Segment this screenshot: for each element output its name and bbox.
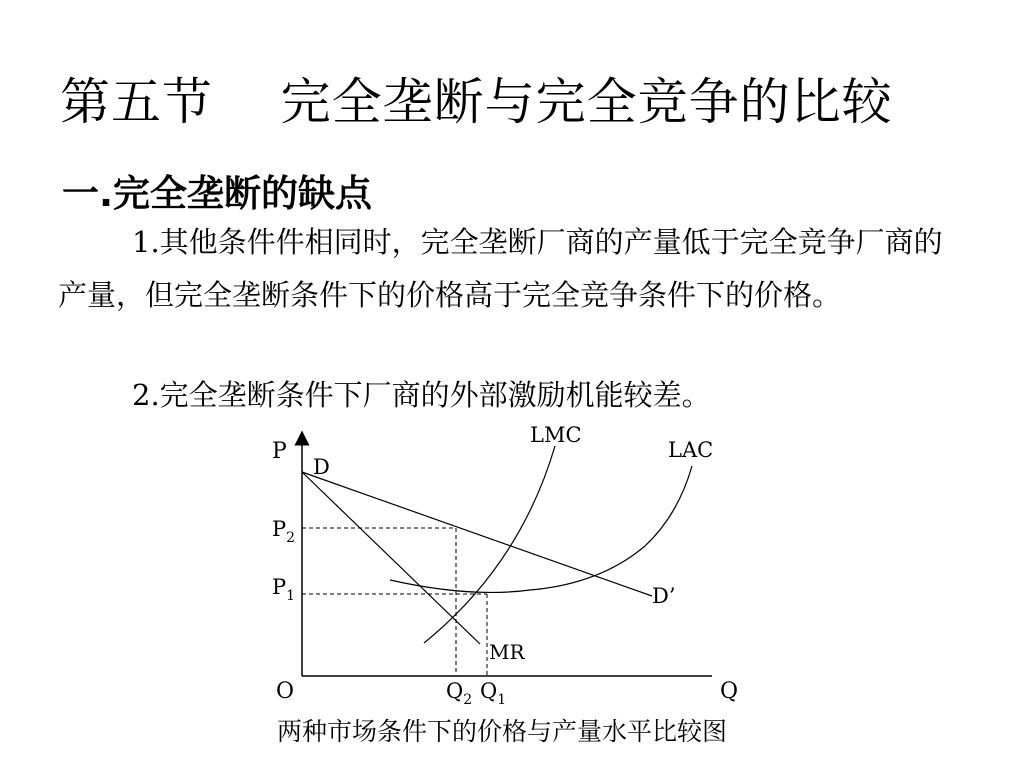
diagram-caption: 两种市场条件下的价格与产量水平比较图	[276, 717, 727, 746]
y-axis-label: P	[272, 439, 287, 464]
mr-curve	[302, 472, 480, 644]
section-heading: 一.完全垄断的缺点	[62, 172, 373, 215]
demand-curve	[302, 472, 652, 596]
slide-title: 第五节 完全垄断与完全竞争的比较	[60, 73, 893, 131]
q1-label: $Q_1$	[480, 679, 507, 708]
p1-label: $P_1$	[272, 575, 296, 604]
q2-label: $Q_2$	[446, 679, 473, 708]
lmc-label: LMC	[530, 423, 582, 447]
paragraph-2: 2.完全垄断条件下厂商的外部激励机能较差。	[132, 378, 711, 412]
mr-label: MR	[489, 640, 525, 664]
paragraph-1: 1.其他条件件相同时，完全垄断厂商的产量低于完全竞争厂商的产量，但完全垄断条件下的价格高于完全竞争条件下的价格。	[58, 225, 943, 312]
x-axis-label: Q	[720, 679, 739, 704]
origin-label: O	[276, 679, 295, 704]
demand-end-label: D’	[652, 584, 676, 608]
lac-label: LAC	[668, 438, 714, 462]
lmc-curve	[424, 446, 555, 643]
demand-start-label: D	[313, 455, 330, 479]
p2-label: $P_2$	[272, 517, 296, 546]
